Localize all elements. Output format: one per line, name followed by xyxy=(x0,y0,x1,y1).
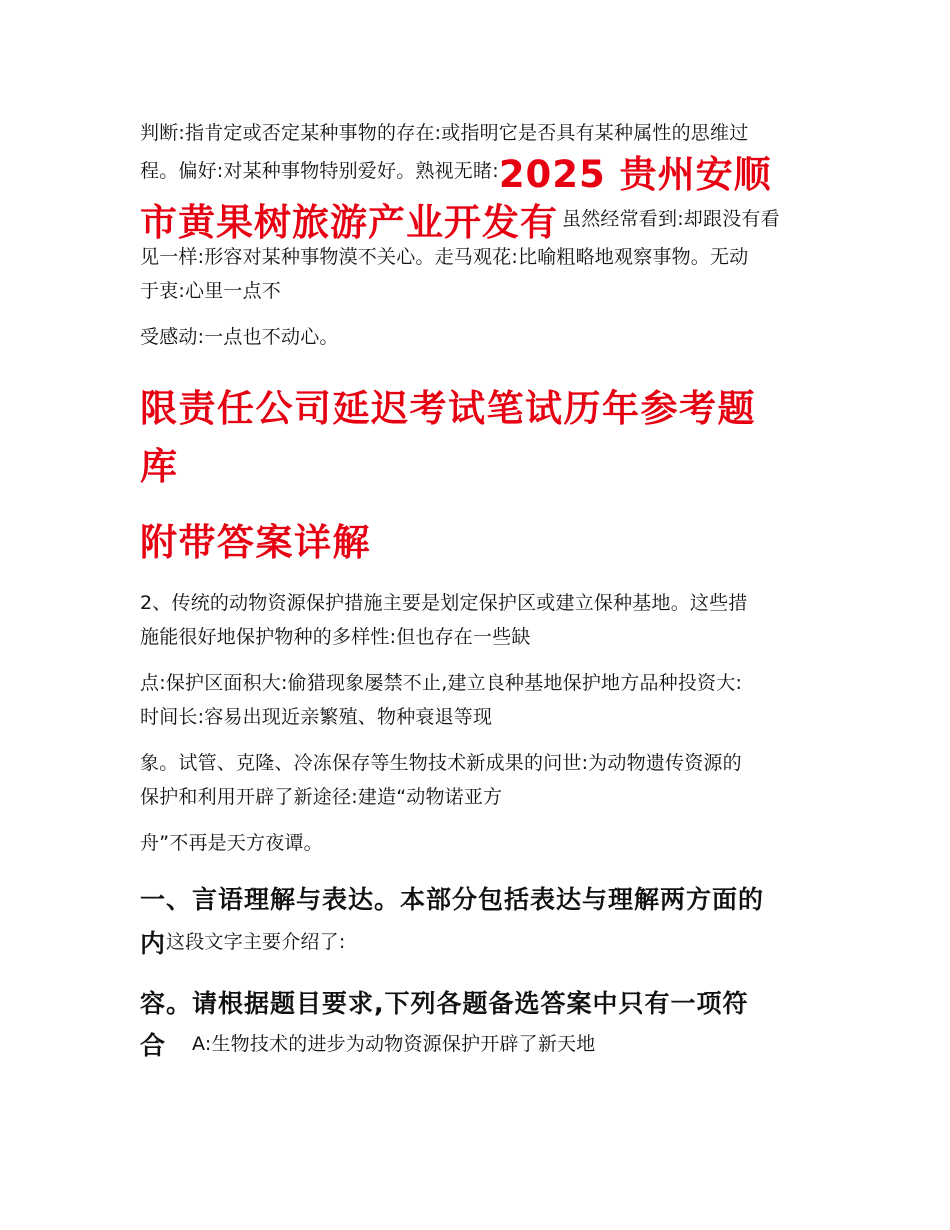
title-line3: 附带答案详解 xyxy=(140,521,371,564)
para1-line1: 判断:指肯定或否定某种事物的存在:或指明它是否具有某种属性的思维过 xyxy=(140,122,749,144)
section-heading-line1: 一、言语理解与表达。本部分包括表达与理解两方面的 xyxy=(140,885,765,914)
section-heading-line3: 容。请根据题目要求,下列各题备选答案中只有一项符 xyxy=(140,989,749,1018)
option-a: A:生物技术的进步为动物资源保护开辟了新天地 xyxy=(192,1033,596,1055)
para1-line2 xyxy=(140,146,772,196)
section-heading-line2 xyxy=(140,920,345,964)
para1-line3 xyxy=(140,194,780,244)
para1-line3-text: 虽然经常看到:却跟没有看 xyxy=(562,208,780,230)
section-heading-char-2: 合 xyxy=(140,1031,167,1060)
question-prompt: 这段文字主要介绍了: xyxy=(166,931,346,953)
title-inline-part1: 2025 贵州安顺 xyxy=(498,153,772,196)
para1-line4: 见一样:形容对某种事物漠不关心。走马观花:比喻粗略地观察事物。无动 xyxy=(140,246,749,268)
title-line2: 库 xyxy=(140,445,179,488)
para4-line1: 象。试管、克隆、冷冻保存等生物技术新成果的问世:为动物遗传资源的 xyxy=(140,752,742,774)
title-line1: 限责任公司延迟考试笔试历年参考题 xyxy=(140,387,756,430)
section-heading-line4 xyxy=(140,1022,595,1066)
para5-line1: 舟”不再是天方夜谭。 xyxy=(140,832,323,854)
question2-line1: 2、传统的动物资源保护措施主要是划定保护区或建立保种基地。这些措 xyxy=(140,592,748,614)
para3-line1: 点:保护区面积大:偷猎现象屡禁不止,建立良种基地保护地方品种投资大: xyxy=(140,672,743,694)
section-heading-char: 内 xyxy=(140,929,167,958)
para3-line2: 时间长:容易出现近亲繁殖、物种衰退等现 xyxy=(140,706,493,728)
para4-line2: 保护和利用开辟了新途径:建造“动物诺亚方 xyxy=(140,786,503,808)
para1-line2-text: 程。偏好:对某种事物特别爱好。熟视无睹: xyxy=(140,160,499,182)
para2-line1: 受感动:一点也不动心。 xyxy=(140,326,339,348)
para1-line5: 于衷:心里一点不 xyxy=(140,280,282,302)
title-inline-part2: 市黄果树旅游产业开发有 xyxy=(140,201,558,244)
question2-line2: 施能很好地保护物种的多样性:但也存在一些缺 xyxy=(140,626,531,648)
